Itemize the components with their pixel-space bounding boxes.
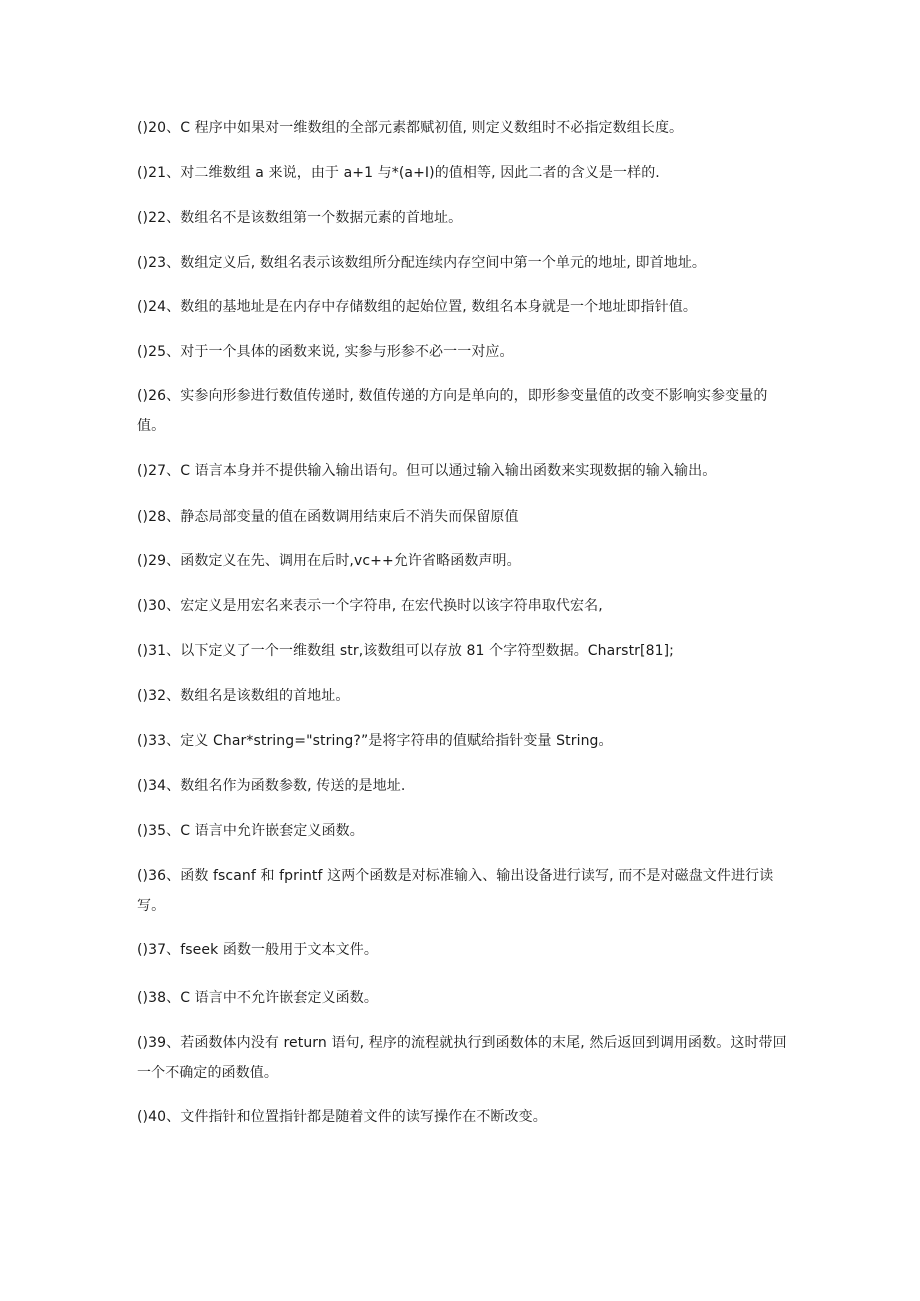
- question-36: ()36、函数 fscanf 和 fprintf 这两个函数是对标准输入、输出设备进行读写, 而不是对磁盘文件进行读写。: [137, 868, 774, 914]
- question-31: ()31、以下定义了一个一维数组 str,该数组可以存放 81 个字符型数据。Charstr[81];: [137, 643, 674, 659]
- question-24: ()24、数组的基地址是在内存中存储数组的起始位置, 数组名本身就是一个地址即指针值。: [137, 299, 697, 315]
- question-35: ()35、C 语言中允许嵌套定义函数。: [137, 823, 364, 839]
- question-26: ()26、实参向形参进行数值传递时, 数值传递的方向是单向的，即形参变量值的改变不影响实参变量的值。: [137, 388, 768, 434]
- question-38: ()38、C 语言中不允许嵌套定义函数。: [137, 990, 378, 1006]
- question-25: ()25、对于一个具体的函数来说, 实参与形参不必一一对应。: [137, 344, 514, 360]
- question-22: ()22、数组名不是该数组第一个数据元素的首地址。: [137, 210, 463, 226]
- question-29: ()29、函数定义在先、调用在后时,vc++允许省略函数声明。: [137, 553, 521, 569]
- question-33: ()33、定义 Char*string="string?”是将字符串的值赋给指针变量 String。: [137, 733, 613, 749]
- question-37: ()37、fseek 函数一般用于文本文件。: [137, 942, 378, 958]
- question-40: ()40、文件指针和位置指针都是随着文件的读写操作在不断改变。: [137, 1109, 547, 1125]
- question-39: ()39、若函数体内没有 return 语句, 程序的流程就执行到函数体的末尾, 然后返回到调用函数。这时带回一个不确定的函数值。: [137, 1035, 787, 1081]
- question-27: ()27、C 语言本身并不提供输入输出语句。但可以通过输入输出函数来实现数据的输入输出。: [137, 463, 717, 479]
- question-28: ()28、静态局部变量的值在函数调用结束后不消失而保留原值: [137, 509, 519, 525]
- question-34: ()34、数组名作为函数参数, 传送的是地址.: [137, 778, 406, 794]
- question-30: ()30、宏定义是用宏名来表示一个字符串, 在宏代换时以该字符串取代宏名,: [137, 598, 603, 614]
- question-32: ()32、数组名是该数组的首地址。: [137, 688, 350, 704]
- question-21: ()21、对二维数组 a 来说，由于 a+1 与*(a+I)的值相等, 因此二者的含义是一样的.: [137, 165, 660, 181]
- question-20: ()20、C 程序中如果对一维数组的全部元素都赋初值, 则定义数组时不必指定数组长度。: [137, 120, 684, 136]
- question-23: ()23、数组定义后, 数组名表示该数组所分配连续内存空间中第一个单元的地址, 即首地址。: [137, 255, 707, 271]
